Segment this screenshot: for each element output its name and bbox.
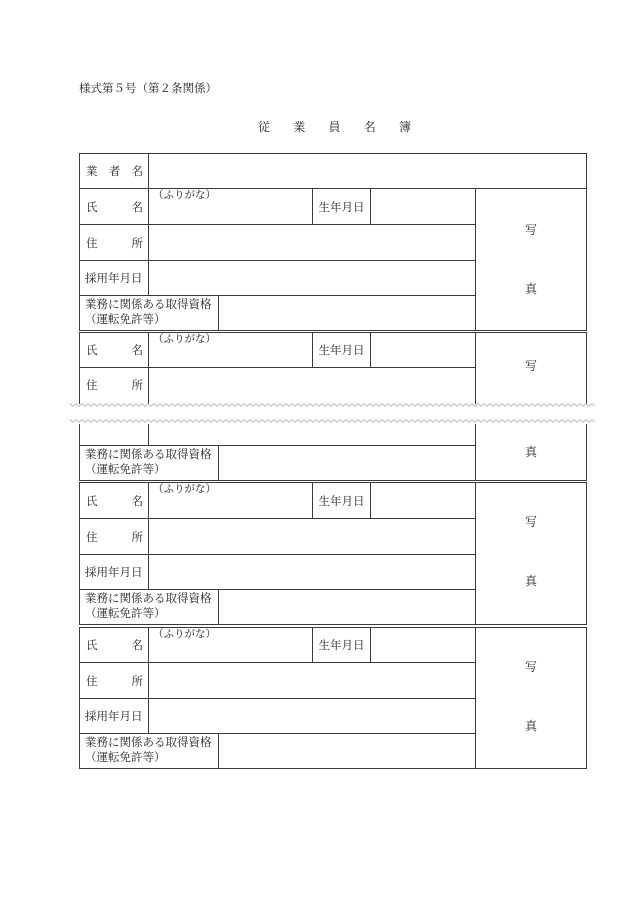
qualification-note: （運転免許等） bbox=[85, 462, 166, 476]
hire-date-label-cell bbox=[79, 260, 149, 296]
photo-area bbox=[475, 332, 587, 404]
photo-label-bottom: 真 bbox=[524, 445, 537, 459]
hire-date-label-cell bbox=[79, 424, 149, 446]
photo-area bbox=[475, 188, 587, 331]
photo-label-top: 写 bbox=[524, 359, 537, 373]
employee-entry-upper bbox=[79, 332, 587, 404]
form-number: 様式第５号（第２条関係） bbox=[79, 81, 217, 95]
birth-date-label-cell bbox=[312, 627, 371, 663]
name-label: 氏 名 bbox=[86, 343, 143, 357]
birth-date-field bbox=[370, 482, 476, 519]
name-label: 氏 名 bbox=[86, 199, 143, 214]
qualification-label-cell bbox=[79, 589, 219, 625]
photo-label-top: 写 bbox=[524, 223, 537, 237]
qualification-field bbox=[218, 295, 476, 331]
furigana-label: （ふりがな） bbox=[153, 333, 216, 345]
photo-label-bottom: 真 bbox=[524, 719, 537, 733]
furigana-label: （ふりがな） bbox=[153, 483, 216, 495]
employee-entry bbox=[79, 188, 587, 331]
break-line-top bbox=[70, 404, 595, 407]
birth-date-label-cell bbox=[312, 332, 371, 368]
hire-date-field bbox=[148, 424, 476, 446]
address-label: 住 所 bbox=[86, 529, 143, 544]
birth-date-field bbox=[370, 332, 476, 368]
birth-date-label: 生年月日 bbox=[318, 493, 365, 508]
business-name-row bbox=[79, 153, 587, 189]
address-field bbox=[148, 518, 476, 555]
photo-area bbox=[475, 482, 587, 625]
birth-date-field bbox=[370, 627, 476, 663]
hire-date-field bbox=[148, 554, 476, 590]
furigana-label: （ふりがな） bbox=[153, 628, 216, 640]
birth-date-label-cell bbox=[312, 188, 371, 225]
photo-area bbox=[475, 424, 587, 481]
employee-entry-lower bbox=[79, 424, 587, 481]
qualification-label: 業務に関係ある取得資格 bbox=[85, 735, 212, 749]
name-label-cell bbox=[79, 332, 149, 368]
address-label-cell bbox=[79, 662, 149, 699]
furigana-label: （ふりがな） bbox=[153, 189, 216, 201]
business-name-label: 業 者 名 bbox=[86, 164, 143, 178]
business-name-field bbox=[148, 153, 587, 189]
photo-label-top: 写 bbox=[524, 660, 537, 674]
photo-label-top: 写 bbox=[524, 515, 537, 529]
address-label-cell bbox=[79, 224, 149, 261]
name-field bbox=[148, 188, 313, 225]
qualification-label: 業務に関係ある取得資格 bbox=[85, 447, 212, 461]
name-label-cell bbox=[79, 482, 149, 519]
break-line-bottom bbox=[70, 420, 595, 423]
birth-date-field bbox=[370, 188, 476, 225]
qualification-note: （運転免許等） bbox=[85, 606, 166, 620]
hire-date-label: 採用年月日 bbox=[85, 709, 143, 723]
name-field bbox=[148, 627, 313, 663]
page-title: 従 業 員 名 簿 bbox=[258, 120, 411, 134]
qualification-label: 業務に関係ある取得資格 bbox=[85, 591, 212, 605]
birth-date-label: 生年月日 bbox=[318, 638, 365, 652]
qualification-field bbox=[218, 589, 476, 625]
qualification-note: （運転免許等） bbox=[85, 750, 166, 764]
name-label: 氏 名 bbox=[86, 493, 143, 508]
qualification-label-cell bbox=[79, 295, 219, 331]
employee-entry bbox=[79, 627, 587, 769]
name-label-cell bbox=[79, 627, 149, 663]
qualification-field bbox=[218, 445, 476, 481]
hire-date-label: 採用年月日 bbox=[85, 271, 143, 285]
name-label: 氏 名 bbox=[86, 638, 143, 652]
address-field bbox=[148, 224, 476, 261]
photo-label-bottom: 真 bbox=[524, 282, 537, 296]
address-field bbox=[148, 662, 476, 699]
qualification-note: （運転免許等） bbox=[85, 312, 166, 326]
name-field bbox=[148, 332, 313, 368]
qualification-field bbox=[218, 733, 476, 769]
hire-date-field bbox=[148, 260, 476, 296]
photo-area bbox=[475, 627, 587, 769]
birth-date-label-cell bbox=[312, 482, 371, 519]
qualification-label-cell bbox=[79, 445, 219, 481]
address-label: 住 所 bbox=[86, 378, 143, 392]
hire-date-label: 採用年月日 bbox=[85, 565, 143, 579]
birth-date-label: 生年月日 bbox=[318, 199, 365, 214]
hire-date-label-cell bbox=[79, 554, 149, 590]
qualification-label-cell bbox=[79, 733, 219, 769]
employee-entry bbox=[79, 482, 587, 625]
photo-label-bottom: 真 bbox=[524, 574, 537, 588]
address-label: 住 所 bbox=[86, 673, 143, 688]
hire-date-field bbox=[148, 698, 476, 734]
qualification-label: 業務に関係ある取得資格 bbox=[85, 297, 212, 311]
business-name-label-cell bbox=[79, 153, 149, 189]
address-label-cell bbox=[79, 518, 149, 555]
hire-date-label-cell bbox=[79, 698, 149, 734]
birth-date-label: 生年月日 bbox=[318, 343, 365, 357]
address-label: 住 所 bbox=[86, 235, 143, 250]
name-field bbox=[148, 482, 313, 519]
name-label-cell bbox=[79, 188, 149, 225]
